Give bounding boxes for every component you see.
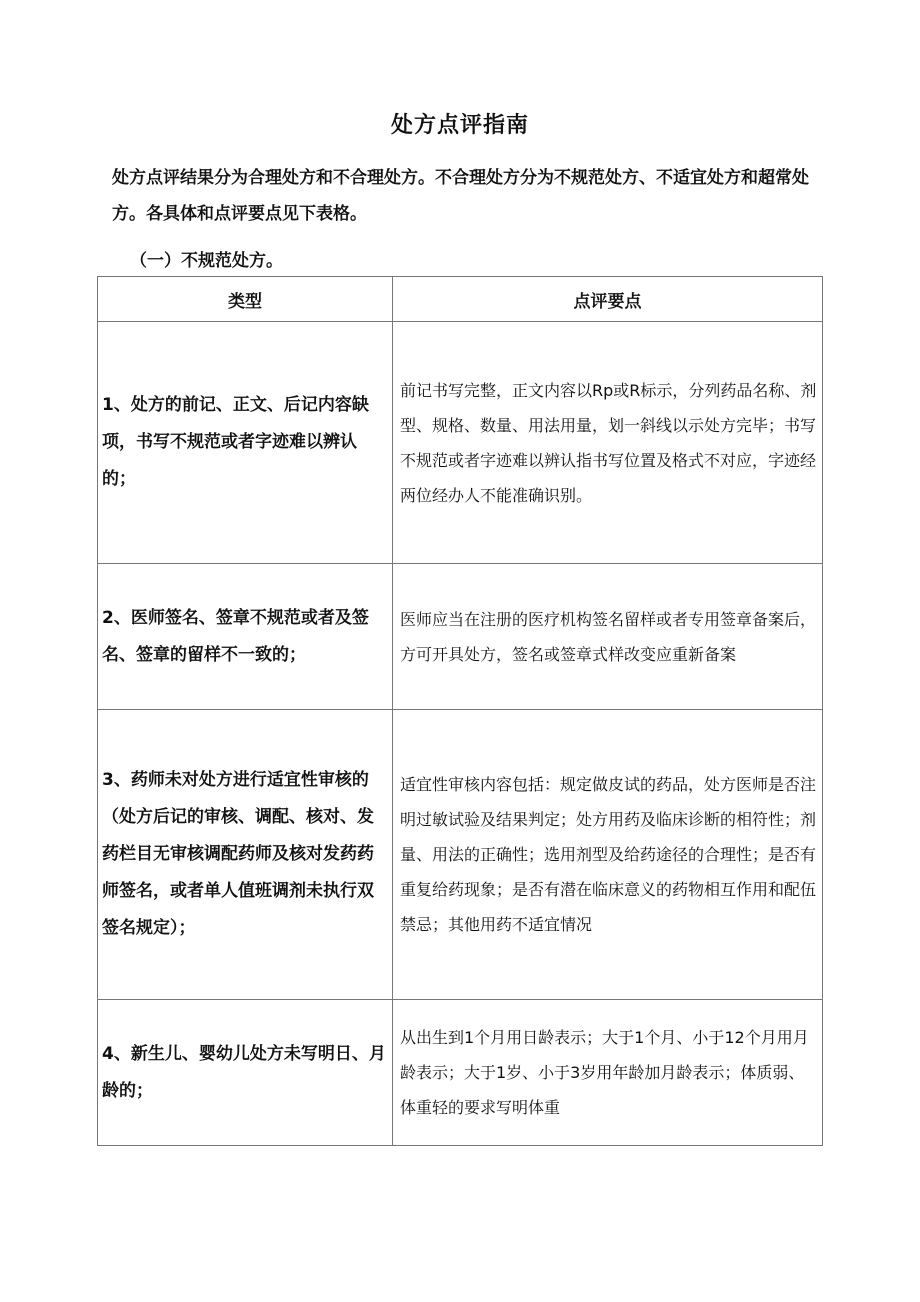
table-row bbox=[98, 710, 823, 1000]
table-header-row bbox=[98, 277, 823, 322]
table-row bbox=[98, 322, 823, 564]
row-type: 1、处方的前记、正文、后记内容缺项，书写不规范或者字迹难以辨认的； bbox=[98, 322, 393, 564]
row-type: 4、新生儿、婴幼儿处方未写明日、月龄的； bbox=[98, 1000, 393, 1146]
review-table bbox=[97, 276, 823, 1146]
row-type: 2、医师签名、签章不规范或者及签名、签章的留样不一致的； bbox=[98, 564, 393, 710]
table-row bbox=[98, 1000, 823, 1146]
row-type: 3、药师未对处方进行适宜性审核的（处方后记的审核、调配、核对、发药栏目无审核调配药师及核对发药药师签名，或者单人值班调剂未执行双签名规定）； bbox=[98, 710, 393, 1000]
row-point: 医师应当在注册的医疗机构签名留样或者专用签章备案后，方可开具处方，签名或签章式样改变应重新备案 bbox=[393, 564, 823, 710]
row-point: 前记书写完整，正文内容以Rp或R标示，分列药品名称、剂型、规格、数量、用法用量，划一斜线以示处方完毕；书写不规范或者字迹难以辨认指书写位置及格式不对应，字迹经两位经办人不能准确识别。 bbox=[393, 322, 823, 564]
header-point: 点评要点 bbox=[393, 277, 823, 322]
row-point: 适宜性审核内容包括：规定做皮试的药品，处方医师是否注明过敏试验及结果判定；处方用药及临床诊断的相符性；剂量、用法的正确性；选用剂型及给药途径的合理性；是否有重复给药现象；是否有潜在临床意义的药物相互作用和配伍禁忌；其他用药不适宜情况 bbox=[393, 710, 823, 1000]
table-row bbox=[98, 564, 823, 710]
row-point: 从出生到1个月用日龄表示；大于1个月、小于12个月用月龄表示；大于1岁、小于3岁用年龄加月龄表示；体质弱、体重轻的要求写明体重 bbox=[393, 1000, 823, 1146]
intro-paragraph: 处方点评结果分为合理处方和不合理处方。不合理处方分为不规范处方、不适宜处方和超常处方。各具体和点评要点见下表格。 bbox=[112, 168, 809, 224]
page-title: 处方点评指南 bbox=[390, 113, 529, 138]
section-title: （一）不规范处方。 bbox=[130, 251, 283, 271]
header-type: 类型 bbox=[98, 277, 393, 322]
